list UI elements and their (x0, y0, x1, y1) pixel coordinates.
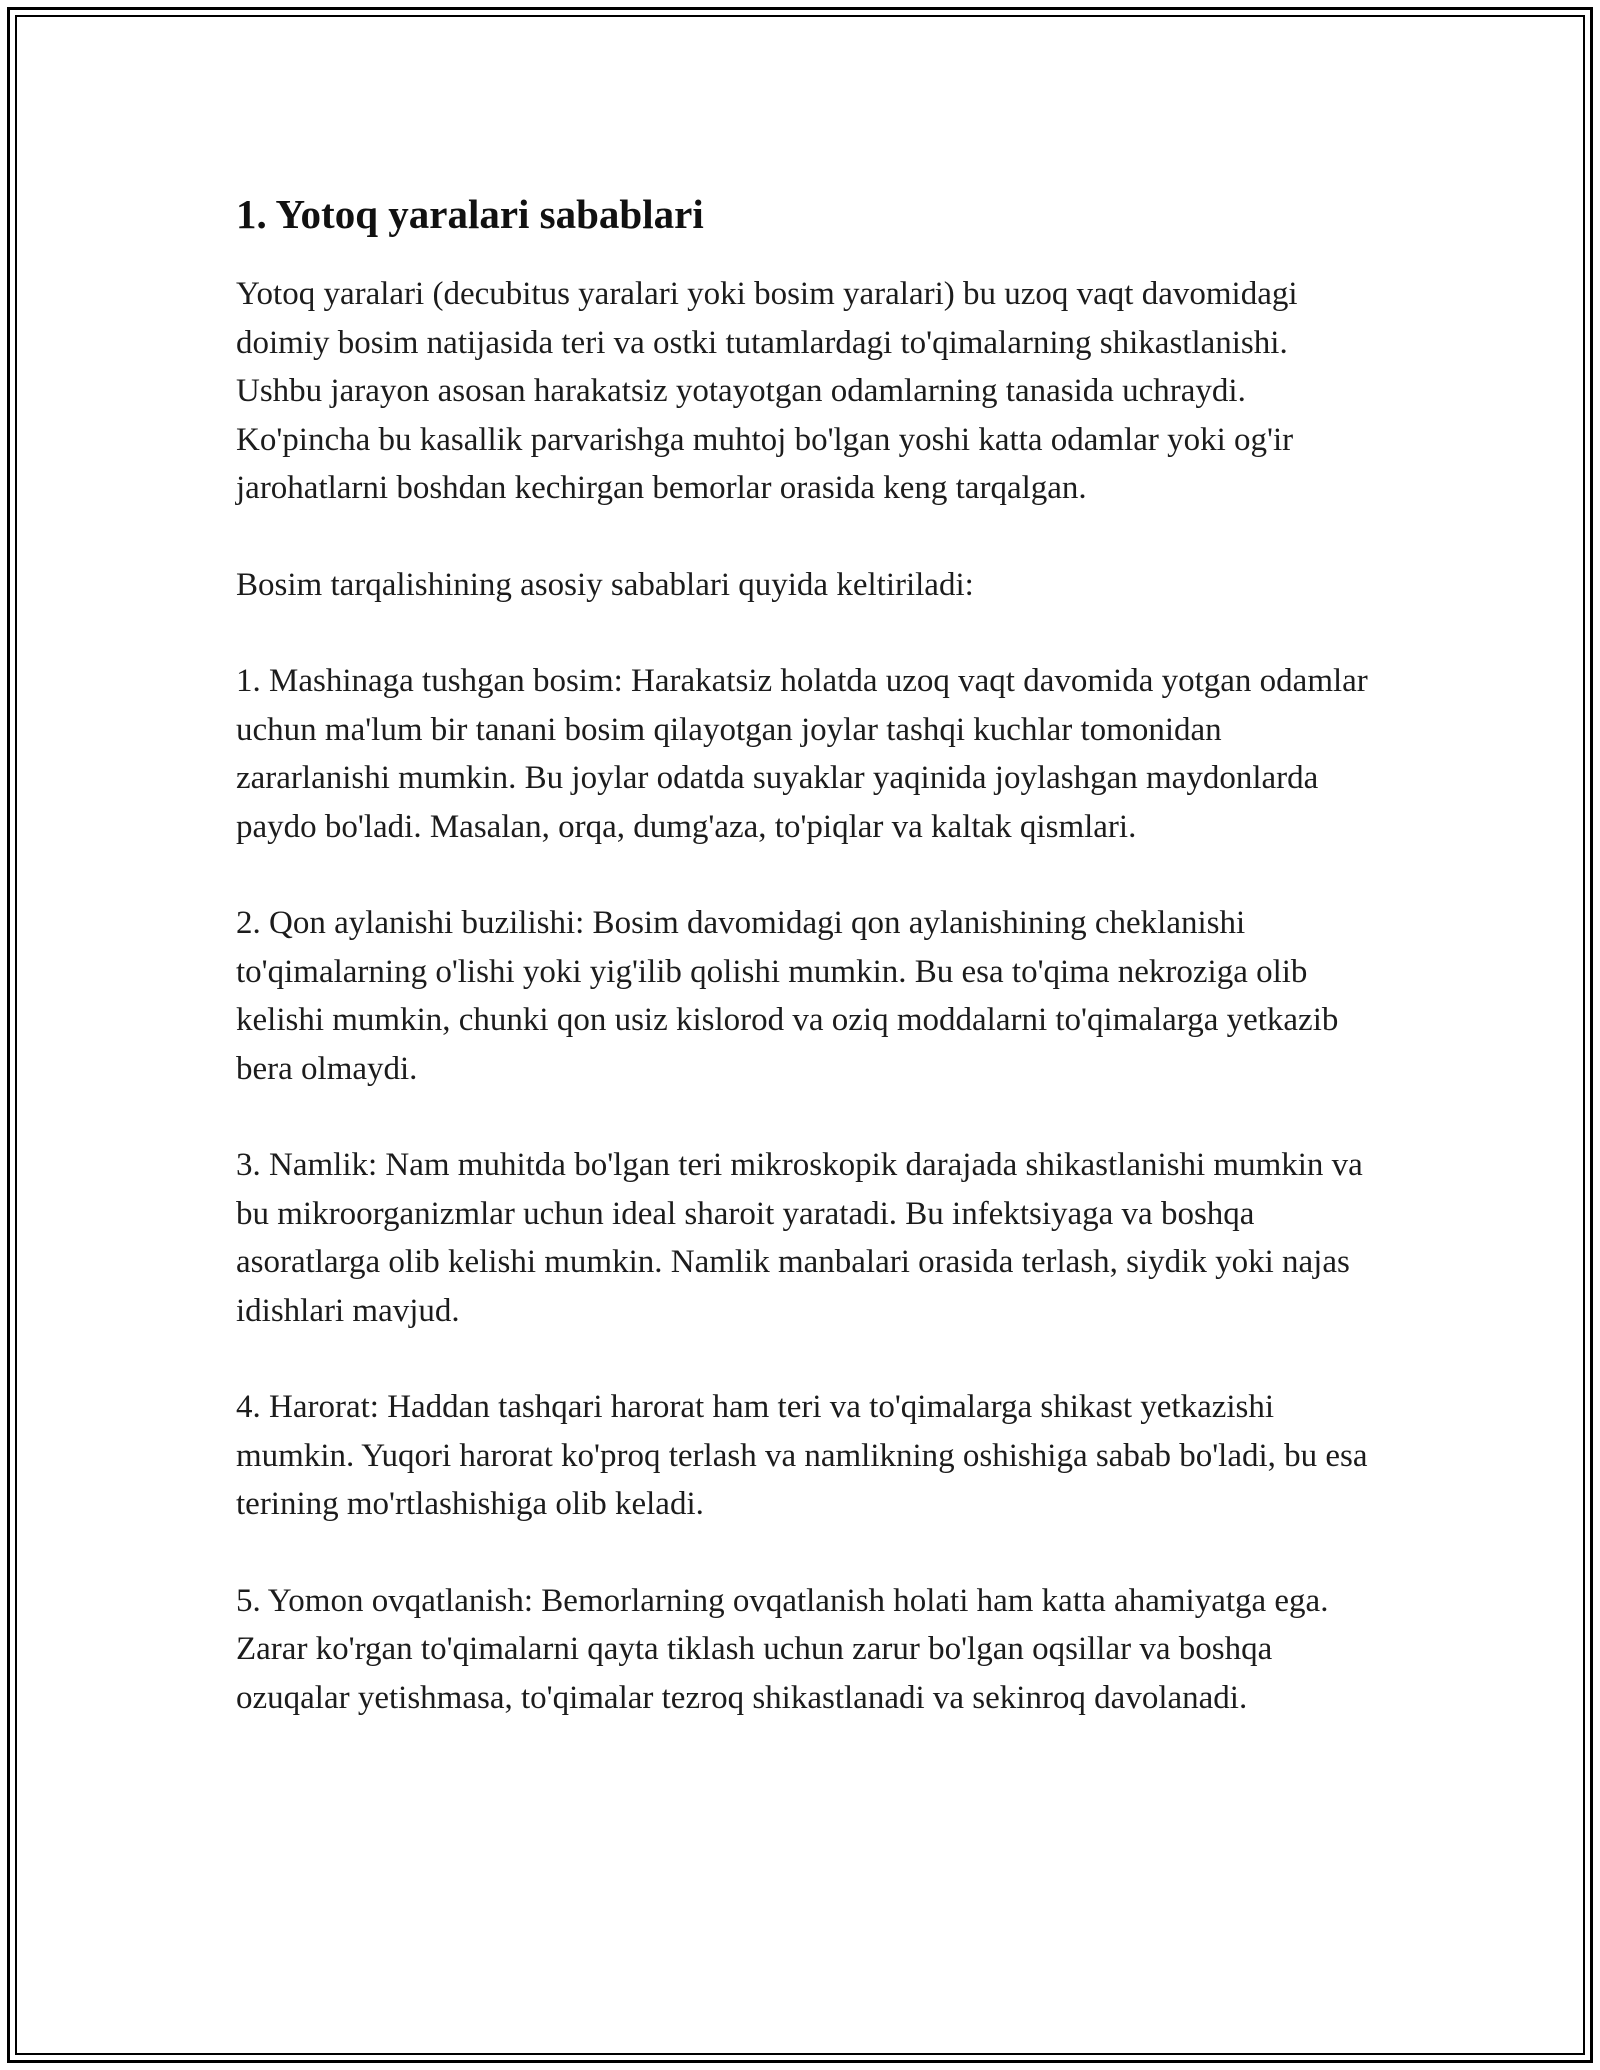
cause-item-nutrition: 5. Yomon ovqatlanish: Bemorlarning ovqatlanish holati ham katta ahamiyatga ega. Zarar ko'rgan to'qimalarni qayta tiklash uchun zarur bo'lgan oqsillar va boshqa ozuqalar yetishmasa, to'qimalar tezroq shikastlanadi va sekinroq davolanadi. (236, 1582, 1329, 1716)
cause-item-circulation: 2. Qon aylanishi buzilishi: Bosim davomidagi qon aylanishining cheklanishi to'qimalarning o'lishi yoki yig'ilib qolishi mumkin. Bu esa to'qima nekroziga olib kelishi mumkin, chunki qon usiz kislorod va oziq moddalarni to'qimalarga yetkazib bera olmaydi. (236, 905, 1339, 1087)
intro-paragraph: Yotoq yaralari (decubitus yaralari yoki bosim yaralari) bu uzoq vaqt davomidagi doimiy bosim natijasida teri va ostki tutamlardagi to'qimalarning shikastlanishi. Ushbu jarayon asosan harakatsiz yotayotgan odamlarning tanasida uchraydi. Ko'pincha bu kasallik parvarishga muhtoj bo'lgan yoshi katta odamlar yoki og'ir jarohatlarni boshdan kechirgan bemorlar orasida keng tarqalgan. (236, 276, 1298, 506)
section-heading: 1. Yotoq yaralari sabablari (236, 191, 704, 237)
cause-item-moisture: 3. Namlik: Nam muhitda bo'lgan teri mikroskopik darajada shikastlanishi mumkin va bu mikroorganizmlar uchun ideal sharoit yaratadi. Bu infektsiyaga va boshqa asoratlarga olib kelishi mumkin. Namlik manbalari orasida terlash, siydik yoki najas idishlari mavjud. (236, 1147, 1363, 1329)
cause-item-pressure: 1. Mashinaga tushgan bosim: Harakatsiz holatda uzoq vaqt davomida yotgan odamlar uchun ma'lum bir tanani bosim qilayotgan joylar tashqi kuchlar tomonidan zararlanishi mumkin. Bu joylar odatda suyaklar yaqinida joylashgan maydonlarda paydo bo'ladi. Masalan, orqa, dumg'aza, to'piqlar va kaltak qismlari. (236, 663, 1368, 845)
cause-item-temperature: 4. Harorat: Haddan tashqari harorat ham teri va to'qimalarga shikast yetkazishi mumkin. Yuqori harorat ko'proq terlash va namlikning oshishiga sabab bo'ladi, bu esa terining mo'rtlashishiga olib keladi. (236, 1389, 1368, 1522)
lead-paragraph: Bosim tarqalishining asosiy sabablari quyida keltiriladi: (236, 566, 974, 603)
document-body (236, 184, 1376, 1770)
